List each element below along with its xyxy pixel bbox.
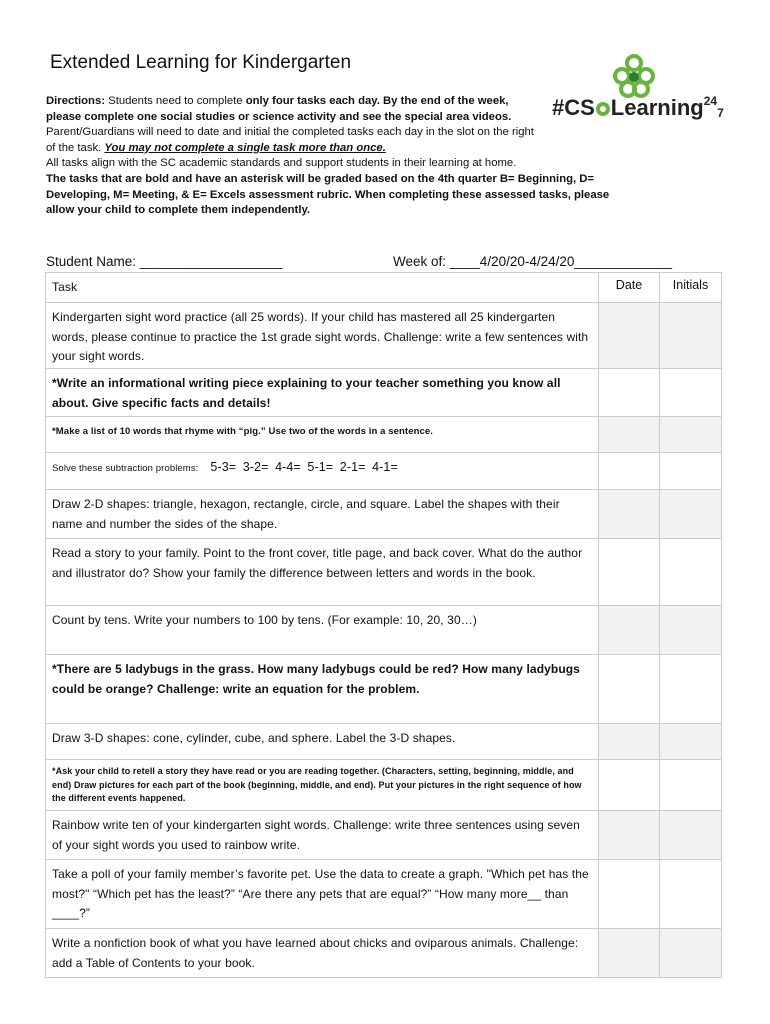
task-text: Rainbow write ten of your kindergarten sight words. Challenge: write three sentences using seven of your sight words you used to rainbow write. (46, 811, 599, 859)
student-name-field[interactable]: Student Name: ___________________ (46, 254, 283, 269)
flower-logo-icon (612, 54, 656, 98)
task-column-header: Task (46, 273, 599, 302)
date-cell[interactable] (599, 929, 660, 977)
task-text: Read a story to your family. Point to the front cover, title page, and back cover. What do the author and illustrator do? Show your family the difference between letters and words in the book. (46, 539, 599, 605)
week-of-field: Week of: ____4/20/20-4/24/20_____________ (393, 254, 672, 269)
task-text: Take a poll of your family member’s favorite pet. Use the data to create a graph. "Which pet has the most?" “Which pet has the least?” “Are there any pets that are equal?” “How many more__ than ____?” (46, 860, 599, 928)
task-table (45, 272, 722, 978)
table-row (46, 724, 722, 760)
initials-cell[interactable] (660, 860, 722, 928)
table-row (46, 453, 722, 490)
table-row (46, 539, 722, 606)
task-text: Write a nonfiction book of what you have learned about chicks and oviparous animals. Challenge: add a Table of Contents to your book. (46, 929, 599, 977)
date-cell[interactable] (599, 490, 660, 538)
rubric-note: The tasks that are bold and have an asterisk will be graded based on the 4th quarter B= Beginning, D= Developing, M= Meeting, & E= Excels assessment rubric. When completing these assessed tasks, please allow your child to complete them independently. (46, 172, 610, 217)
task-text: Solve these subtraction problems: 5-3= 3-2= 4-4= 5-1= 2-1= 4-1= (46, 453, 599, 489)
table-row (46, 369, 722, 417)
date-cell[interactable] (599, 860, 660, 928)
table-row (46, 490, 722, 539)
table-row (46, 929, 722, 978)
date-cell[interactable] (599, 369, 660, 416)
table-row (46, 655, 722, 724)
task-text: Draw 2-D shapes: triangle, hexagon, rectangle, circle, and square. Label the shapes with their name and number the sides of the shape. (46, 490, 599, 538)
page-title: Extended Learning for Kindergarten (50, 52, 352, 73)
date-cell[interactable] (599, 724, 660, 759)
task-text: Kindergarten sight word practice (all 25 words). If your child has mastered all 25 kindergarten words, please continue to practice the 1st grade sight words. Challenge: write a few sentences with your sight words. (46, 303, 599, 368)
date-cell[interactable] (599, 655, 660, 723)
initials-cell[interactable] (660, 760, 722, 810)
task-text: *Write an informational writing piece explaining to your teacher something you know all about. Give specific facts and details! (46, 369, 599, 416)
table-row (46, 760, 722, 811)
initials-cell[interactable] (660, 539, 722, 605)
date-cell[interactable] (599, 303, 660, 368)
initials-cell[interactable] (660, 453, 722, 489)
date-cell[interactable] (599, 539, 660, 605)
initials-cell[interactable] (660, 929, 722, 977)
initials-cell[interactable] (660, 811, 722, 859)
initials-cell[interactable] (660, 303, 722, 368)
initials-cell[interactable] (660, 724, 722, 759)
table-row (46, 860, 722, 929)
initials-cell[interactable] (660, 490, 722, 538)
directions-block: Directions: Students need to complete only four tasks each day. By the end of the week, please complete one social studies or science activity and see the special area videos. Parent/Guardians will need to date and initial the completed tasks each day in the slot on the right of the task. You may not complete a single task more than once. All tasks align with the SC academic standards and support students in their learning at home. The tasks that are bold and have an asterisk will be graded based on the 4th quarter B= Beginning, D= Developing, M= Meeting, & E= Excels assessment rubric. When completing these assessed tasks, please allow your child to complete them independently. (46, 94, 626, 219)
date-column-header: Date (599, 273, 660, 302)
initials-cell[interactable] (660, 606, 722, 654)
single-task-warning: You may not complete a single task more than once. (104, 141, 386, 154)
date-cell[interactable] (599, 606, 660, 654)
date-cell[interactable] (599, 760, 660, 810)
table-row (46, 811, 722, 860)
initials-column-header: Initials (660, 273, 722, 302)
task-text: *Make a list of 10 words that rhyme with “pig.” Use two of the words in a sentence. (46, 417, 599, 452)
directions-label: Directions: (46, 95, 106, 107)
table-row (46, 417, 722, 453)
initials-cell[interactable] (660, 417, 722, 452)
task-text: *There are 5 ladybugs in the grass. How many ladybugs could be red? How many ladybugs could be orange? Challenge: write an equation for the problem. (46, 655, 599, 723)
task-text: *Ask your child to retell a story they have read or you are reading together. (Characters, setting, beginning, middle, and end) Draw pictures for each part of the book (beginning, middle, and end). Put your pictures in the right sequence of how the different events happened. (46, 760, 599, 810)
task-text: Count by tens. Write your numbers to 100 by tens. (For example: 10, 20, 30…) (46, 606, 599, 654)
date-cell[interactable] (599, 417, 660, 452)
logo-wordmark: #CS Learning$^{24}$7 (552, 94, 724, 120)
table-row (46, 303, 722, 369)
table-row (46, 606, 722, 655)
date-cell[interactable] (599, 811, 660, 859)
date-cell[interactable] (599, 453, 660, 489)
subtraction-problems: 5-3= 3-2= 4-4= 5-1= 2-1= 4-1= (210, 460, 398, 474)
task-text: Draw 3-D shapes: cone, cylinder, cube, and sphere. Label the 3-D shapes. (46, 724, 599, 759)
initials-cell[interactable] (660, 369, 722, 416)
initials-cell[interactable] (660, 655, 722, 723)
table-header-row (46, 273, 722, 303)
